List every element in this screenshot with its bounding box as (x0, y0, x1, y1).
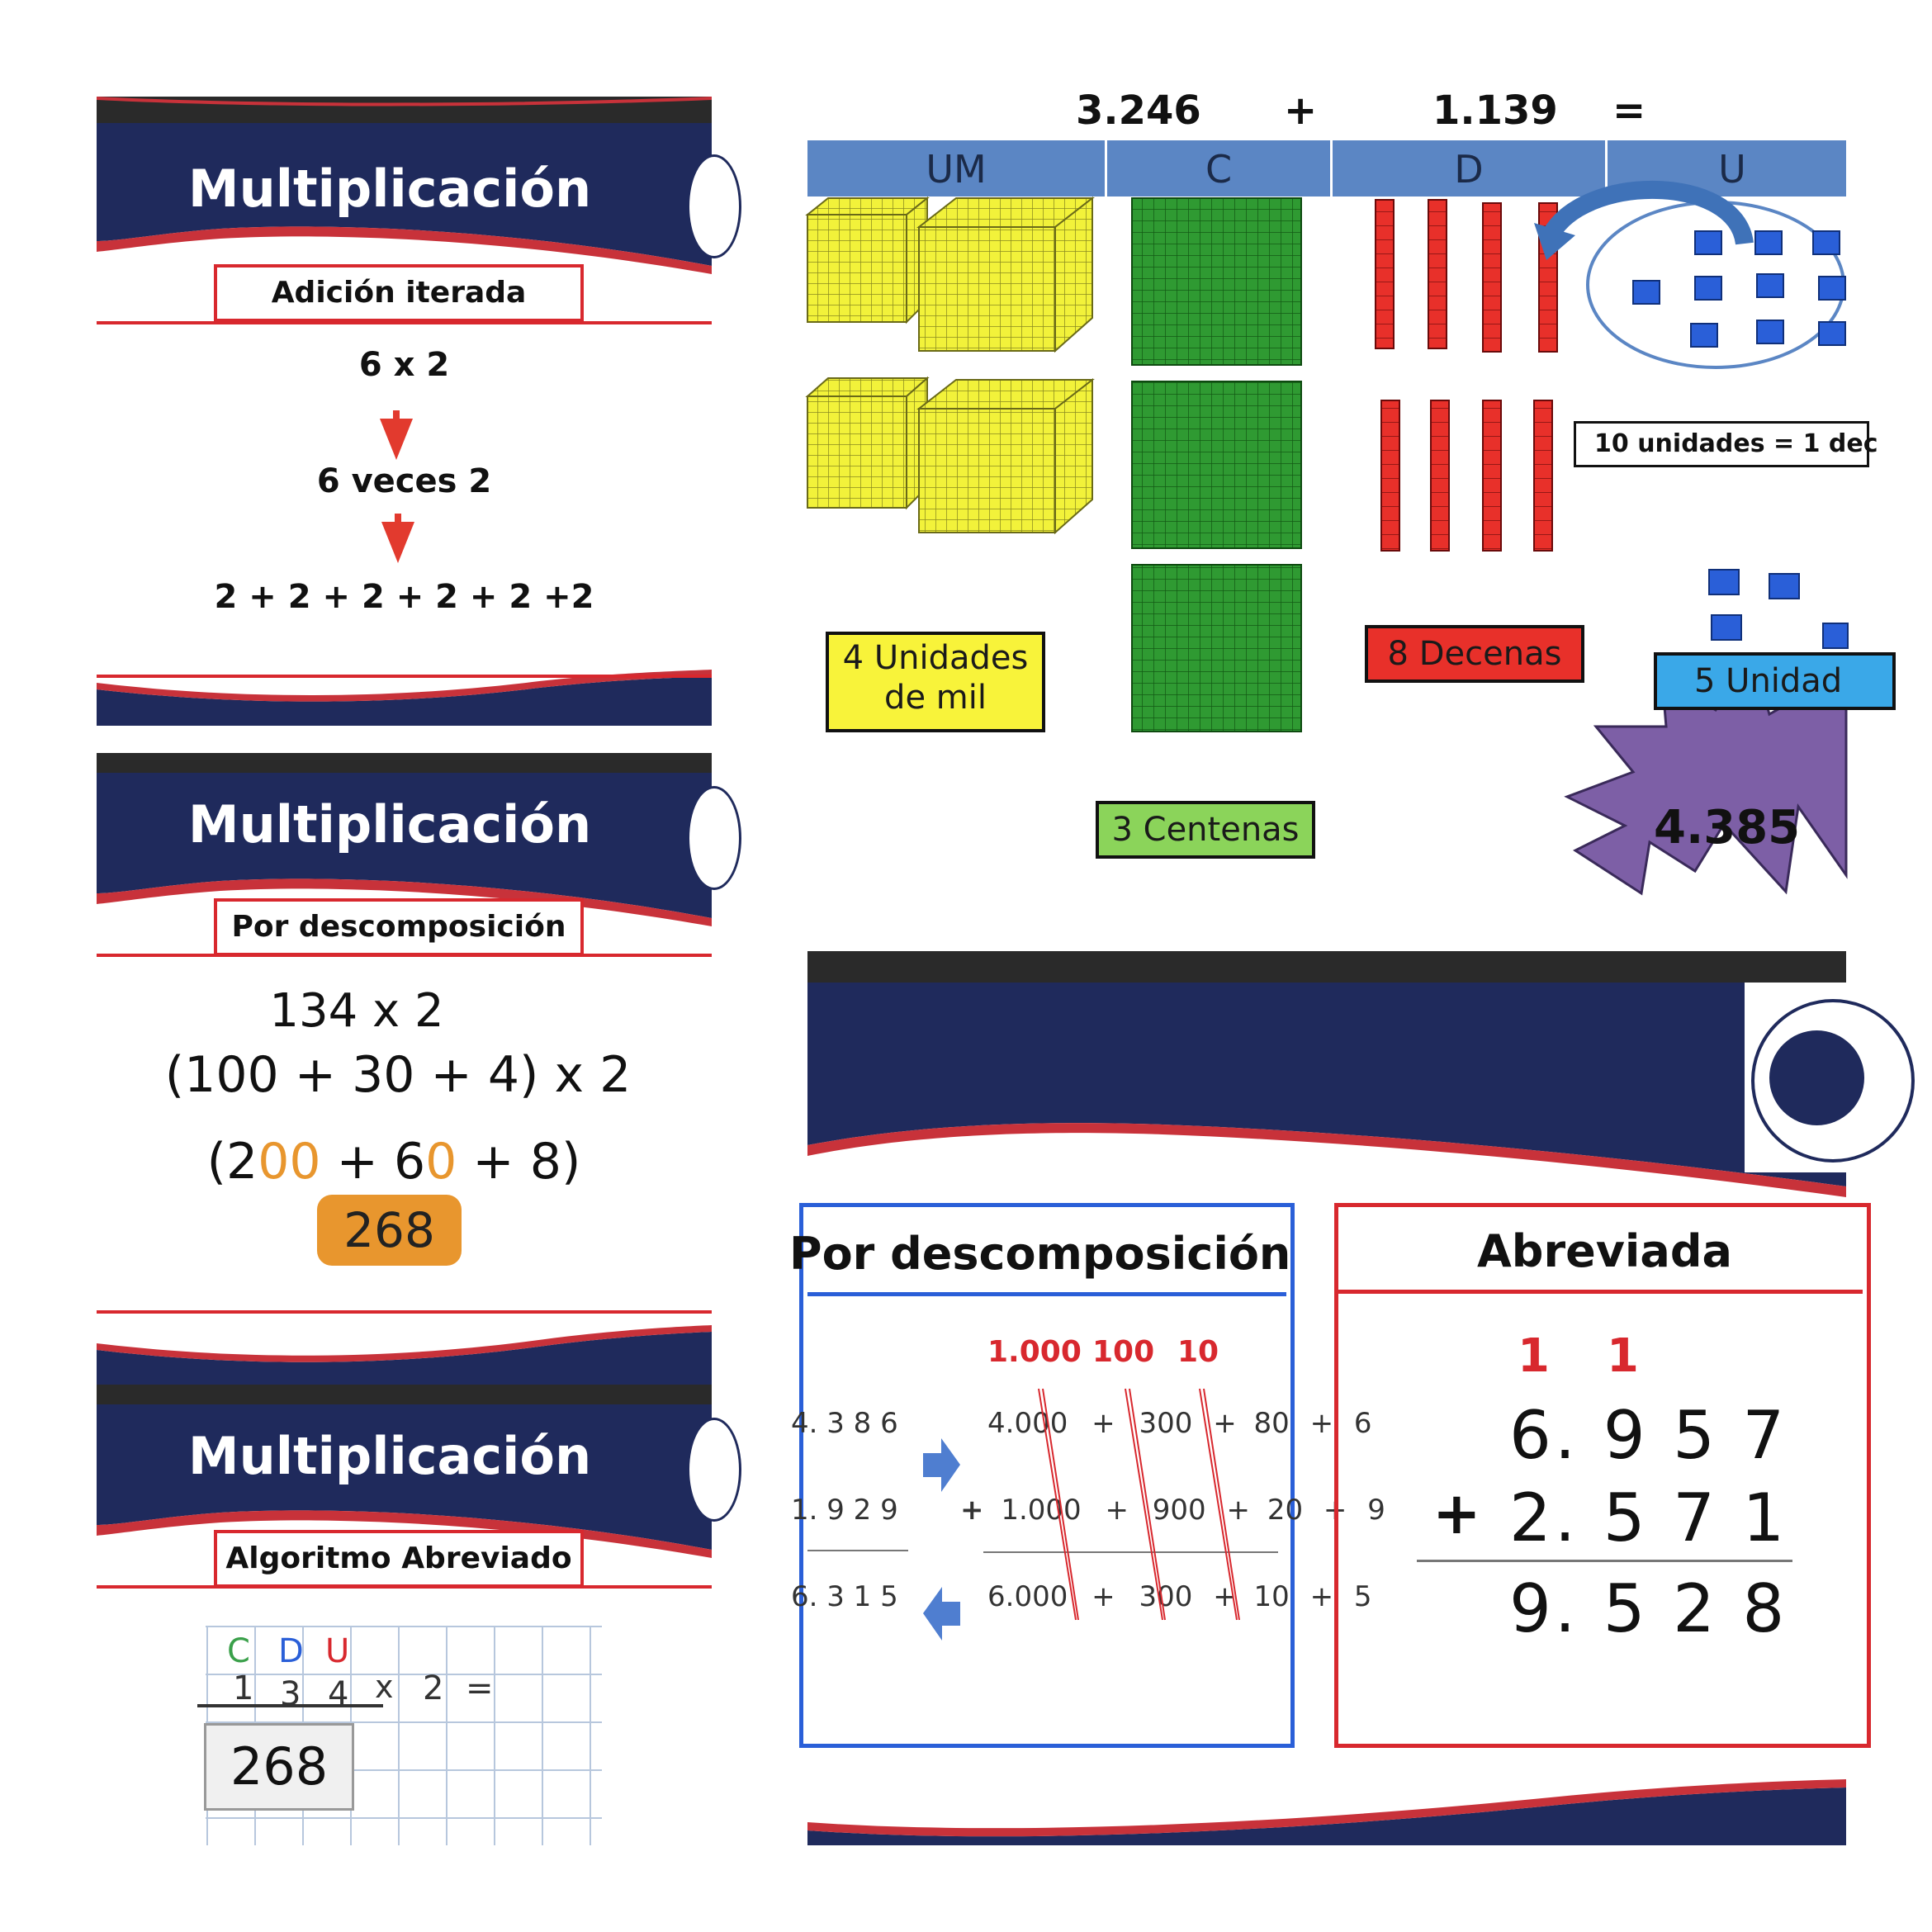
slide-footer-wave (807, 1773, 1846, 1845)
addend-number: 4. 3 8 6 (791, 1407, 898, 1440)
expression-line-3: (200 + 60 + 8) (206, 1133, 581, 1191)
down-arrow-icon (380, 410, 413, 460)
descomposicion-title-rule (807, 1292, 1286, 1296)
abreviada-title: Abreviada (1477, 1225, 1732, 1277)
sum-number: 6. 3 1 5 (791, 1580, 898, 1613)
place-header: 10 (1177, 1335, 1219, 1369)
column-u: U (1718, 147, 1746, 192)
carry-digit: 1 (1607, 1329, 1639, 1383)
grid-digit: 3 (280, 1675, 301, 1713)
equals-sign: = (1612, 88, 1646, 134)
label-units: 5 Unidad (1654, 652, 1896, 710)
hundred-flat (1132, 565, 1301, 732)
carry-digit: 1 (1518, 1329, 1550, 1383)
school-logo (687, 1418, 741, 1522)
abreviada-panel (1334, 1203, 1871, 1748)
expanded-row-1: 4.000 + 300 + 80 + 6 (987, 1407, 1372, 1440)
sum-rule (1417, 1560, 1792, 1562)
place-header: 1.000 (987, 1335, 1082, 1369)
school-logo (1745, 983, 1848, 1172)
column-c: C (1205, 147, 1233, 192)
slide-base-ten-blocks (807, 83, 1878, 949)
subtitle-box: Por descomposición (214, 898, 584, 956)
right-arrow-icon (923, 1438, 960, 1492)
school-logo (687, 154, 741, 258)
expression-line-1: 6 x 2 (358, 346, 450, 384)
hundred-flat (1132, 381, 1301, 548)
slide-header-banner (807, 951, 1846, 1199)
expression-line-1: 134 x 2 (269, 984, 444, 1038)
slide-por-descomposicion (97, 753, 712, 1385)
thousand-cube (919, 380, 1092, 533)
exchange-note: 10 unidades = 1 dec (1574, 421, 1869, 467)
grid-digit: 4 (328, 1675, 349, 1713)
slide-adicion-iterada (97, 97, 712, 726)
subtitle-box: Algoritmo Abreviado (214, 1530, 584, 1588)
grid-header-d: D (278, 1632, 304, 1670)
expression-line-3: 2 + 2 + 2 + 2 + 2 +2 (214, 578, 594, 616)
addend-2: 1.139 (1432, 88, 1558, 134)
sum-rule (807, 1550, 908, 1551)
label-hundreds: 3 Centenas (1096, 801, 1315, 859)
addend-1: 3.246 (1076, 88, 1201, 134)
grid-header-c: C (227, 1632, 250, 1670)
slide-footer-wave (97, 675, 712, 726)
expanded-row-3: 6.000 + 300 + 10 + 5 (987, 1580, 1372, 1613)
descomposicion-title: Por descomposición (789, 1228, 1291, 1280)
down-arrow-icon (381, 514, 414, 563)
sum-result: 9. 5 2 8 (1509, 1570, 1788, 1647)
label-tens: 8 Decenas (1365, 625, 1584, 683)
grid-header-u: U (325, 1632, 350, 1670)
grid-digit: 2 (423, 1669, 444, 1707)
expression-line-2: (100 + 30 + 4) x 2 (164, 1046, 632, 1104)
subtitle-box: Adición iterada (214, 264, 584, 322)
column-um: UM (926, 147, 987, 192)
slide-footer-wave (97, 1310, 712, 1385)
slide-title: Multiplicación (187, 1426, 592, 1486)
plus-sign: + (1284, 88, 1318, 134)
left-arrow-icon (923, 1587, 960, 1641)
place-header: 100 (1092, 1335, 1155, 1369)
logo-inner-seal (1769, 1030, 1864, 1125)
second-addend: 2. 5 7 1 (1509, 1480, 1788, 1556)
slide-title: Multiplicación (187, 794, 592, 855)
grid-equals: = (466, 1669, 494, 1707)
thousand-cube (807, 198, 927, 322)
school-logo (687, 786, 741, 890)
result-box: 268 (204, 1723, 354, 1811)
slide-algorithms (789, 951, 1846, 1845)
first-addend: 6. 9 5 7 (1509, 1397, 1788, 1474)
hundred-flat (1132, 198, 1301, 365)
abreviada-title-rule (1334, 1290, 1863, 1294)
label-thousands: 4 Unidades de mil (826, 632, 1045, 732)
thousand-cube (807, 378, 927, 508)
grid-digit: 1 (233, 1669, 254, 1707)
expanded-row-2: + 1.000 + 900 + 20 + 9 (960, 1494, 1385, 1527)
slide-title: Multiplicación (187, 159, 592, 219)
expression-line-2: 6 veces 2 (316, 462, 492, 500)
column-d: D (1454, 147, 1484, 192)
carry-lines (1039, 1380, 1286, 1628)
thousand-cube (919, 198, 1092, 351)
plus-operator: + (1432, 1480, 1481, 1547)
result-badge: 268 (317, 1195, 462, 1266)
result-value: 4.385 (1654, 801, 1801, 855)
slide-algoritmo-abreviado (97, 1385, 712, 1845)
grid-operator: x (375, 1669, 394, 1705)
addend-number: 1. 9 2 9 (791, 1494, 898, 1527)
